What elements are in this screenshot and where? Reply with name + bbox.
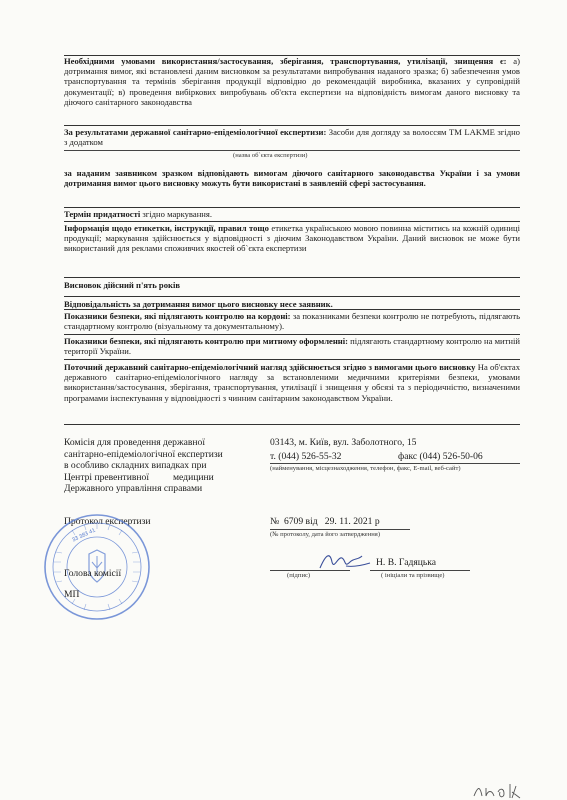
validity-block: [64, 280, 520, 290]
divider: [64, 334, 520, 335]
protocol-caption: (№ протоколу, дата його затвердження): [270, 531, 381, 538]
signer-name: Н. В. Гадяцька: [376, 557, 437, 568]
commission-line: Державного управління справами: [64, 483, 203, 495]
label-info-block: [64, 223, 520, 254]
supervision-title: Поточний державний санітарно-епідеміологічний нагляд здійснюється згідно з вимогами цього висновку: [64, 362, 476, 372]
corner-handwriting: [472, 780, 532, 800]
phone: т. (044) 526-55-32: [270, 451, 342, 462]
label-info-title: Інформація щодо етикетки, інструкції, правил тощо: [64, 223, 269, 233]
compliance-text: за наданим заявником зразком відповідають вимогам діючого санітарного законодавства України і за умови дотримання вимог цього висновку можуть бути використані в заявленій сфері застосування.: [64, 168, 520, 189]
protocol-label: Протокол експертизи: [64, 516, 151, 527]
shelf-life-title: Термін придатності: [64, 209, 141, 219]
conditions-text: а) дотримання вимог, які встановлені даним висновком за результатами випробування наданого зразка; б) забезпечення умов транспортування та термінів зберігання продукції відповідно до рекомендацій виробника, вказаних у супровідній документації; в) проведення вибіркових випробувань об'єкта експертизи на відповідність вимогам даного висновку та діючого санітарного законодавства: [64, 56, 520, 107]
name-caption: ( ініціали та прізвище): [381, 572, 445, 579]
bottom-border: [64, 424, 520, 425]
responsibility-text: Відповідальність за дотримання вимог цього висновку несе заявник.: [64, 299, 333, 309]
fax: факс (044) 526-50-06: [398, 451, 483, 462]
protocol-underline: [270, 529, 410, 530]
customs-control-text: підлягають стандартному контролю на митній території України.: [64, 336, 520, 357]
commission-line: Комісія для проведення державної: [64, 437, 205, 448]
compliance-block: [64, 168, 520, 188]
supervision-block: [64, 362, 520, 403]
protocol-value: № 6709 від 29. 11. 2021 р: [270, 516, 380, 527]
commission-block: [64, 437, 244, 495]
label-info-text: етикетка українською мовою повинна міститись на кожній одиниці продукції; маркування здійснюється у відповідності з діючим Законодавством України. Даний висновок не може бути використаний для реклами споживчих якостей об`єкта експертизи: [64, 223, 520, 254]
results-underline: [64, 150, 520, 151]
results-title: За результатами державної санітарно-епідеміологічної експертизи:: [64, 127, 327, 137]
results-block: [64, 127, 520, 147]
divider: [64, 309, 520, 310]
signature-caption: (підпис): [287, 572, 311, 579]
results-caption: (назва об`єкта експертизи): [233, 152, 308, 159]
address-underline: [270, 463, 520, 464]
border-control-block: [64, 311, 520, 331]
address-caption: (найменування, місцезнаходження, телефон, факс, E-mail, веб-сайт): [270, 465, 461, 472]
validity-text: Висновок дійсний п'ять років: [64, 280, 180, 290]
border-control-title: Показники безпеки, які підлягають контролю на кордоні:: [64, 311, 291, 321]
head-label: Голова комісії: [64, 568, 122, 579]
divider: [64, 277, 520, 278]
address-line: 03143, м. Київ, вул. Заболотного, 15: [270, 437, 417, 448]
commission-line: в особливо складних випадках при: [64, 460, 207, 472]
divider: [64, 125, 520, 126]
customs-control-title: Показники безпеки, які підлягають контролю при митному оформленні:: [64, 336, 348, 346]
divider: [64, 221, 520, 222]
name-underline: [370, 570, 470, 571]
mp-label: МП: [64, 589, 80, 600]
shelf-life-text: згідно маркування.: [140, 209, 212, 219]
conditions-title: Необхідними умовами використання/застосування, зберігання, транспортування, утилізації, знищення є:: [64, 56, 507, 66]
supervision-text: На об'єктах державного санітарно-епідеміологічного нагляду за встановленими медичними критеріями безпеки, умовами використання/застосування, зберігання, транспортування, утилізації і знищення у обсязі та з періодичністю, визначеними програмами інспектування у відповідності з чинним санітарним законодавством України.: [64, 362, 520, 403]
divider: [64, 359, 520, 360]
divider: [64, 296, 520, 297]
official-stamp: [42, 512, 152, 622]
conditions-block: [64, 56, 520, 107]
signature-underline: [270, 570, 350, 571]
commission-line: Центрі превентивної медицини: [64, 471, 214, 483]
results-text: Засоби для догляду за волоссям TM LAKME згідно з додатком: [64, 127, 520, 148]
border-control-text: за показниками безпеки контролю не потребують, підлягають стандартному контролю (візуальному та документальному).: [64, 311, 521, 332]
stamp-code: 33 383 41: [71, 527, 97, 544]
commission-line: санітарно-епідеміологічної експертизи: [64, 448, 223, 460]
divider: [64, 207, 520, 208]
shelf-life-block: [64, 209, 520, 219]
address-block: [270, 437, 520, 449]
responsibility-block: [64, 299, 520, 309]
customs-control-block: [64, 336, 520, 356]
